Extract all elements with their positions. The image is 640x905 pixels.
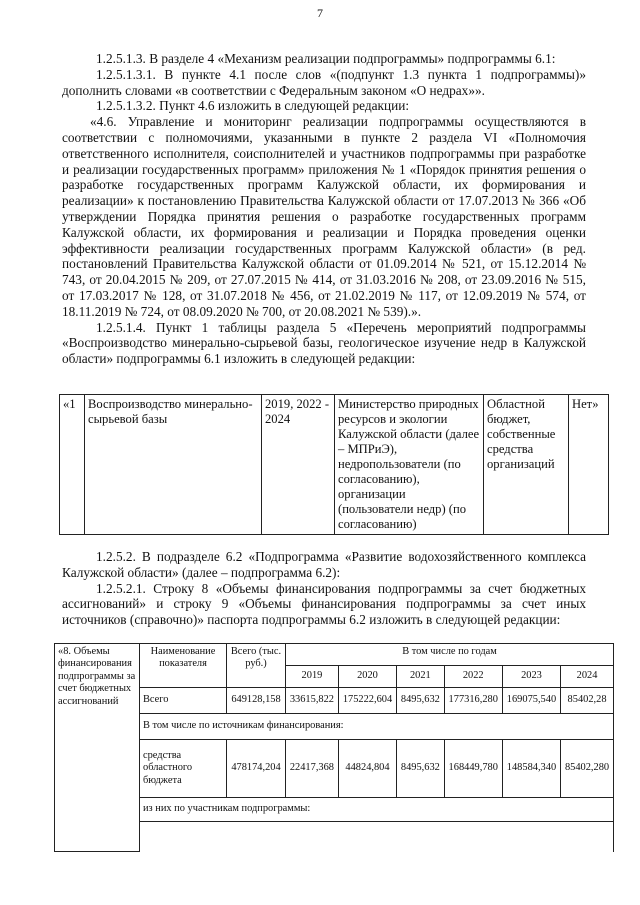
header-year: 2019 (286, 666, 339, 688)
body-text-mid (62, 549, 586, 628)
paragraph-1-2-5-1-3-1: 1.2.5.1.3.1. В пункте 4.1 после слов «(подпункт 1.3 пункта 1 подпрограммы)» дополнить словами «в соответствии с Федеральным законом «О недрах»». (62, 66, 586, 98)
cell-number: «1 (60, 395, 85, 535)
table-row (60, 395, 609, 535)
cell-by-source-label: В том числе по источникам финансирования: (140, 714, 614, 740)
cell-value: 169075,540 (502, 688, 560, 714)
paragraph-1-2-5-1-3: 1.2.5.1.3. В разделе 4 «Механизм реализации подпрограммы» подпрограммы 6.1: (96, 51, 556, 66)
cell-value: 168449,780 (444, 740, 502, 798)
table-financing (54, 643, 614, 852)
cell-measure-name: Воспроизводство минерально-сырьевой базы (85, 395, 262, 535)
cell-row-label: «8. Объемы финансирования подпрограммы за счет бюджетных ассигнований (55, 644, 140, 852)
page-number: 7 (317, 6, 323, 20)
paragraph-1-2-5-2-1: 1.2.5.2.1. Строку 8 «Объемы финансирования подпрограммы за счет бюджетных ассигнований» и строку 9 «Объемы финансирования подпрограммы за счет иных источников (справочно)» паспорта подпрограммы 6.2 изложить в следующей редакции: (62, 580, 586, 628)
table-measures (59, 394, 609, 535)
header-indicator-name: Наименование показателя (140, 644, 227, 688)
cell-value: 148584,340 (502, 740, 560, 798)
cell-value: 8495,632 (397, 688, 445, 714)
table-header-row (55, 644, 614, 666)
paragraph-4-6-quote: «4.6. Управление и мониторинг реализации подпрограммы осуществляются в соответствии с полномочиями, указанными в пункте 2 раздела VI «Полномочия ответственного исполнителя, соисполнителей и участников подпрограммы при разработке и реализации государственных программ» приложения № 1 «Порядок принятия решения о разработке государственных программ Калужской области, их формирования и реализации» к постановлению Правительства Калужской области от 17.07.2013 № 366 «Об утверждении Порядка принятия решения о разработке государственных программ Калужской области, их формирования и реализации и Порядка проведения оценки эффективности реализации государственных программ Калужской области» (в ред. постановлений Правительства Калужской области от 01.09.2014 № 521, от 15.12.2014 № 743, от 20.04.2015 № 209, от 27.07.2015 № 414, от 31.03.2016 № 208, от 23.09.2016 № 515, от 17.03.2017 № 128, от 31.07.2018 № 456, от 21.02.2019 № 117, от 12.09.2019 № 574, от 18.11.2019 № 724, от 08.09.2020 № 700, от 20.08.2021 № 539).». (62, 114, 586, 319)
cell-regional-sum: 478174,204 (227, 740, 286, 798)
cell-label-total: Всего (140, 688, 227, 714)
header-year: 2024 (561, 666, 614, 688)
header-years-group: В том числе по годам (286, 644, 614, 666)
header-year: 2022 (444, 666, 502, 688)
cell-value: 44824,804 (338, 740, 396, 798)
cell-value: 85402,28 (561, 688, 614, 714)
cell-value: 177316,280 (444, 688, 502, 714)
cell-label-regional: средства областного бюджета (140, 740, 227, 798)
cell-total-sum: 649128,158 (227, 688, 286, 714)
cell-value: 33615,822 (286, 688, 339, 714)
body-text-top (62, 51, 586, 367)
cell-funding-source: Областной бюджет, собственные средства организаций (484, 395, 569, 535)
cell-amount: Нет» (569, 395, 609, 535)
cell-value: 175222,604 (338, 688, 396, 714)
paragraph-1-2-5-1-4: 1.2.5.1.4. Пункт 1 таблицы раздела 5 «Перечень мероприятий подпрограммы «Воспроизводство минерально-сырьевой базы, геологическое изучение недр в Калужской области» подпрограммы 6.1 изложить в следующей редакции: (62, 319, 586, 367)
paragraph-1-2-5-2: 1.2.5.2. В подразделе 6.2 «Подпрограмма «Развитие водохозяйственного комплекса Калужской области» (далее – подпрограмма 6.2): (62, 549, 586, 580)
header-year: 2023 (502, 666, 560, 688)
header-year: 2020 (338, 666, 396, 688)
paragraph-1-2-5-1-3-2: 1.2.5.1.3.2. Пункт 4.6 изложить в следующей редакции: (96, 98, 410, 114)
cell-value: 8495,632 (397, 740, 445, 798)
cell-empty (140, 822, 614, 852)
cell-by-participants-label: из них по участникам подпрограммы: (140, 798, 614, 822)
cell-value: 22417,368 (286, 740, 339, 798)
cell-executor: Министерство природных ресурсов и экологии Калужской области (далее – МПРиЭ), недропользователи (по согласованию), организации (пользователи недр) (по согласованию) (335, 395, 484, 535)
cell-value: 85402,280 (561, 740, 614, 798)
header-total: Всего (тыс. руб.) (227, 644, 286, 688)
header-year: 2021 (397, 666, 445, 688)
cell-years: 2019, 2022 - 2024 (262, 395, 335, 535)
